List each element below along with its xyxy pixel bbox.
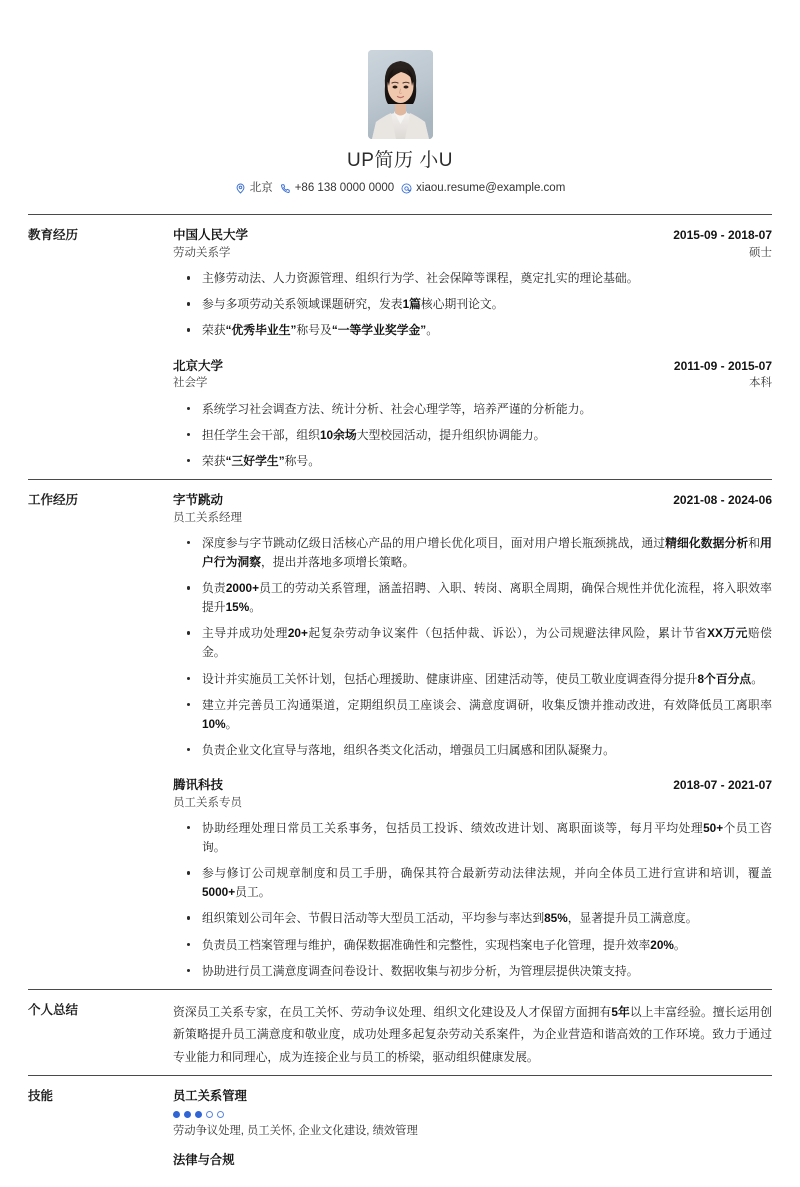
section-label-work: 工作经历 xyxy=(28,492,79,507)
contact-phone xyxy=(280,183,394,195)
contact-email xyxy=(401,183,565,195)
bullet-item: 参与修订公司规章制度和员工手册，确保其符合最新劳动法律法规，并向全体员工进行宣讲和培训，覆盖5000+员工。 xyxy=(173,864,772,902)
date-range: 2021-08 - 2024-06 xyxy=(673,492,772,507)
section-label-education: 教育经历 xyxy=(28,228,79,243)
bullet-item: 担任学生会干部，组织10余场大型校园活动，提升组织协调能力。 xyxy=(173,426,772,445)
section-body-work xyxy=(173,491,772,983)
section-label-skills: 技能 xyxy=(28,1088,54,1103)
company-name: 腾讯科技 xyxy=(173,778,224,792)
phone-icon xyxy=(280,183,291,194)
bullet-list xyxy=(173,819,772,981)
job-title: 员工关系专员 xyxy=(173,796,242,809)
work-entry xyxy=(173,491,772,760)
section-work-experience xyxy=(28,479,772,989)
bullet-item: 协助经理处理日常员工关系事务，包括员工投诉、绩效改进计划、离职面谈等，每月平均处理50+个员工咨询。 xyxy=(173,819,772,857)
school-name: 中国人民大学 xyxy=(173,228,249,243)
skill-dot-filled xyxy=(195,1111,202,1118)
entry-sub-row xyxy=(173,795,772,812)
skill-level-dots xyxy=(173,1111,772,1118)
entry-header-row xyxy=(173,226,772,245)
section-education xyxy=(28,214,772,479)
major: 社会学 xyxy=(173,377,208,390)
job-title: 员工关系经理 xyxy=(173,511,242,524)
bullet-item: 设计并实施员工关怀计划，包括心理援助、健康讲座、团建活动等，使员工敬业度调查得分提升8个百分点。 xyxy=(173,670,772,689)
section-label-summary: 个人总结 xyxy=(28,1002,79,1017)
education-entry xyxy=(173,357,772,471)
major: 劳动关系学 xyxy=(173,247,231,259)
contact-location-text: 北京 xyxy=(249,181,273,194)
location-pin-icon xyxy=(235,183,246,194)
bullet-item: 深度参与字节跳动亿级日活核心产品的用户增长优化项目，面对用户增长瓶颈挑战，通过精细化数据分析和用户行为洞察，提出并落地多项增长策略。 xyxy=(173,534,772,572)
bullet-item: 建立并完善员工沟通渠道，定期组织员工座谈会、满意度调研，收集反馈并推动改进，有效降低员工离职率10%。 xyxy=(173,696,772,734)
bullet-item: 荣获“优秀毕业生”称号及“一等学业奖学金”。 xyxy=(173,321,772,340)
section-skills xyxy=(28,1075,772,1187)
contact-location xyxy=(235,183,273,195)
bullet-item: 协助进行员工满意度调查问卷设计、数据收集与初步分析，为管理层提供决策支持。 xyxy=(173,962,772,981)
skill-block xyxy=(173,1087,772,1141)
bullet-item: 组织策划公司年会、节假日活动等大型员工活动，平均参与率达到85%，显著提升员工满意度。 xyxy=(173,909,772,928)
entry-header-row xyxy=(173,357,772,376)
skill-tags: 劳动争议处理, 员工关怀, 企业文化建设, 绩效管理 xyxy=(173,1124,418,1137)
skill-name: 员工关系管理 xyxy=(173,1088,247,1103)
summary-text: 资深员工关系专家，在员工关怀、劳动争议处理、组织文化建设及人才保留方面拥有5年以上丰富经验。擅长运用创新策略提升员工满意度和敬业度，成功处理多起复杂劳动关系案件，为企业营造和谐高效的工作环境。致力于通过专业能力和同理心，成为连接企业与员工的桥梁，驱动组织健康发展。 xyxy=(173,1004,772,1065)
school-name: 北京大学 xyxy=(173,358,224,373)
skill-dot-filled xyxy=(184,1111,191,1118)
entry-header-row xyxy=(173,776,772,795)
bullet-item: 荣获“三好学生”称号。 xyxy=(173,452,772,471)
section-personal-summary xyxy=(28,989,772,1075)
entry-sub-row xyxy=(173,375,772,392)
date-range: 2018-07 - 2021-07 xyxy=(673,778,772,792)
entry-sub-row xyxy=(173,245,772,262)
section-body-education xyxy=(173,226,772,473)
resume-header xyxy=(28,0,772,194)
date-range: 2011-09 - 2015-07 xyxy=(673,358,772,373)
bullet-list xyxy=(173,400,772,471)
skill-block xyxy=(173,1151,772,1170)
degree: 本科 xyxy=(749,377,772,390)
bullet-list xyxy=(173,269,772,340)
bullet-item: 负责2000+员工的劳动关系管理，涵盖招聘、入职、转岗、离职全周期，确保合规性并优化流程，将入职效率提升15%。 xyxy=(173,579,772,617)
education-entry xyxy=(173,226,772,340)
page-title: UP简历 小U xyxy=(347,150,453,171)
bullet-item: 主导并成功处理20+起复杂劳动争议案件（包括仲裁、诉讼），为公司规避法律风险，累计节省XX万元赔偿金。 xyxy=(173,624,772,662)
bullet-item: 负责员工档案管理与维护，确保数据准确性和完整性，实现档案电子化管理，提升效率20%。 xyxy=(173,936,772,955)
company-name: 字节跳动 xyxy=(173,492,224,507)
work-entry xyxy=(173,776,772,981)
bullet-item: 参与多项劳动关系领域课题研究，发表1篇核心期刊论文。 xyxy=(173,295,772,314)
email-icon xyxy=(401,183,412,194)
section-body-skills xyxy=(173,1087,772,1182)
contact-line xyxy=(28,183,772,195)
entry-header-row xyxy=(173,491,772,510)
bullet-list xyxy=(173,534,772,760)
degree: 硕士 xyxy=(749,247,772,259)
bullet-item: 主修劳动法、人力资源管理、组织行为学、社会保障等课程，奠定扎实的理论基础。 xyxy=(173,269,772,288)
section-body-summary xyxy=(173,1001,772,1069)
contact-phone-text: +86 138 0000 0000 xyxy=(294,181,395,194)
skill-dot-filled xyxy=(173,1111,180,1118)
date-range: 2015-09 - 2018-07 xyxy=(673,228,772,243)
avatar xyxy=(368,50,433,139)
contact-email-text: xiaou.resume@example.com xyxy=(416,181,566,194)
bullet-item: 系统学习社会调查方法、统计分析、社会心理学等，培养严谨的分析能力。 xyxy=(173,400,772,419)
skill-dot-empty xyxy=(217,1111,224,1118)
skill-name: 法律与合规 xyxy=(173,1153,235,1168)
bullet-item: 负责企业文化宣导与落地，组织各类文化活动，增强员工归属感和团队凝聚力。 xyxy=(173,741,772,760)
skill-dot-empty xyxy=(206,1111,213,1118)
entry-sub-row xyxy=(173,510,772,527)
